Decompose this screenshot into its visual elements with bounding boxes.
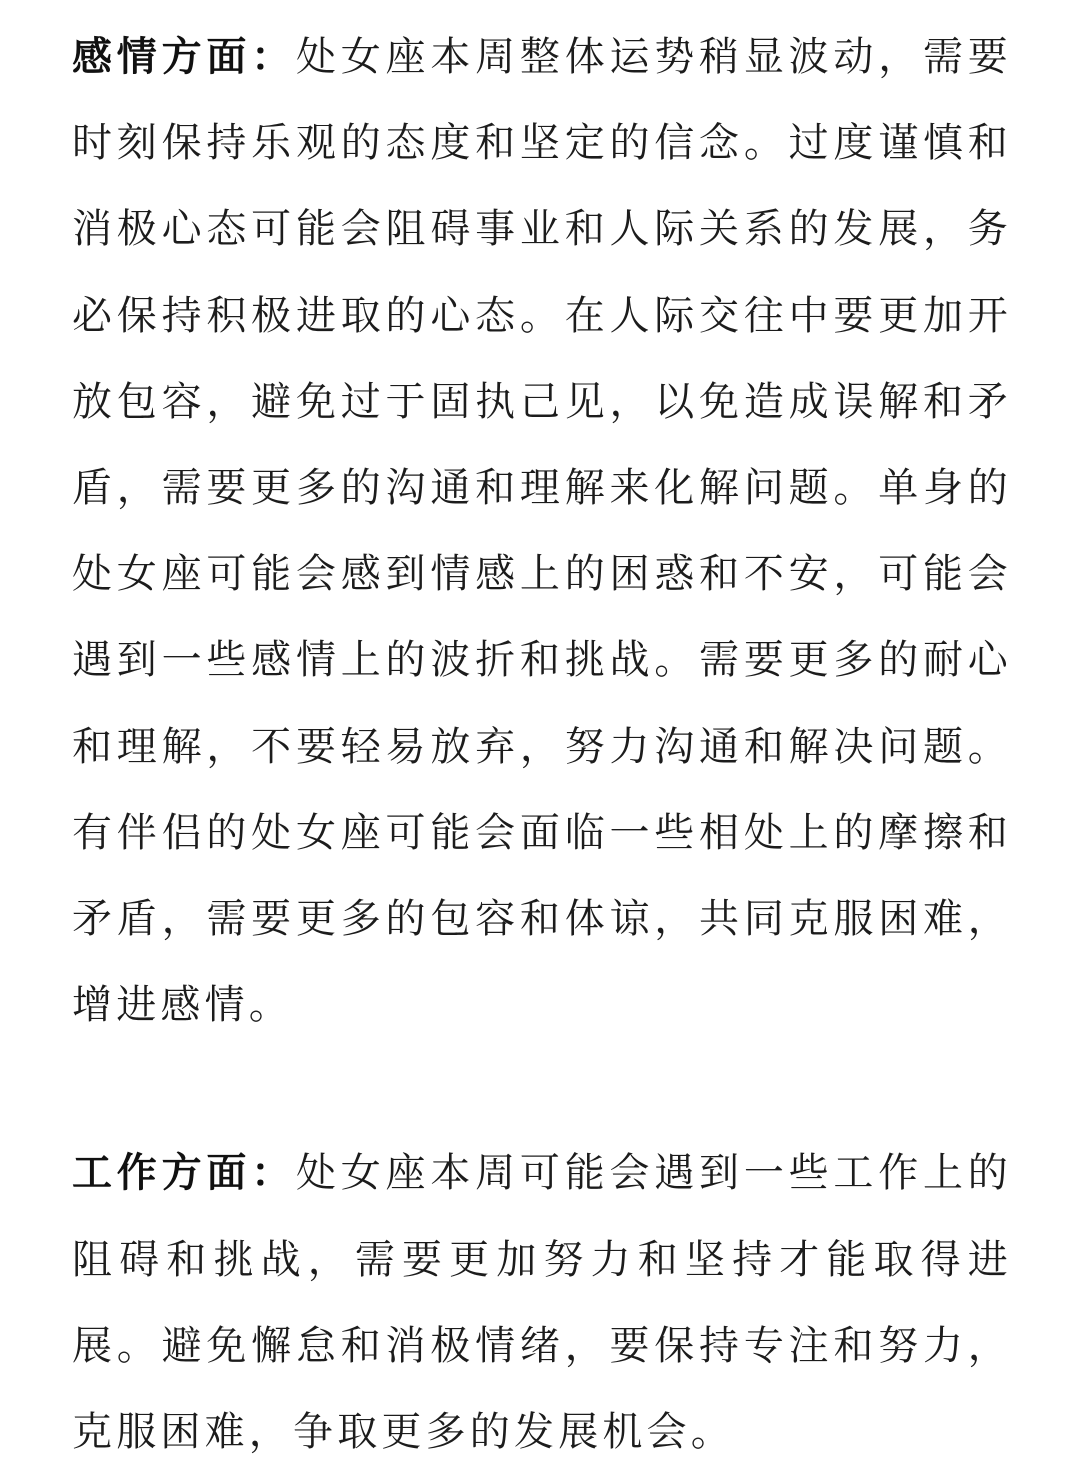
- section-heading: 感情方面：: [72, 34, 296, 80]
- article-body: [72, 14, 1012, 1475]
- section-text: 处女座本周整体运势稍显波动，需要时刻保持乐观的态度和坚定的信念。过度谨慎和消极心态可能会阻碍事业和人际关系的发展，务必保持积极进取的心态。在人际交往中要更加开放包容，避免过于固执己见，以免造成误解和矛盾，需要更多的沟通和理解来化解问题。单身的处女座可能会感到情感上的困惑和不安，可能会遇到一些感情上的波折和挑战。需要更多的耐心和理解，不要轻易放弃，努力沟通和解决问题。有伴侣的处女座可能会面临一些相处上的摩擦和矛盾，需要更多的包容和体谅，共同克服困难，增进感情。: [72, 34, 1013, 1029]
- section-text: 处女座本周可能会遇到一些工作上的阻碍和挑战，需要更加努力和坚持才能取得进展。避免懈怠和消极情绪，要保持专注和努力，克服困难，争取更多的发展机会。: [72, 1150, 1013, 1456]
- section-heading: 工作方面：: [72, 1150, 296, 1197]
- section-emotion: [72, 14, 1012, 1048]
- section-work: [72, 1130, 1012, 1475]
